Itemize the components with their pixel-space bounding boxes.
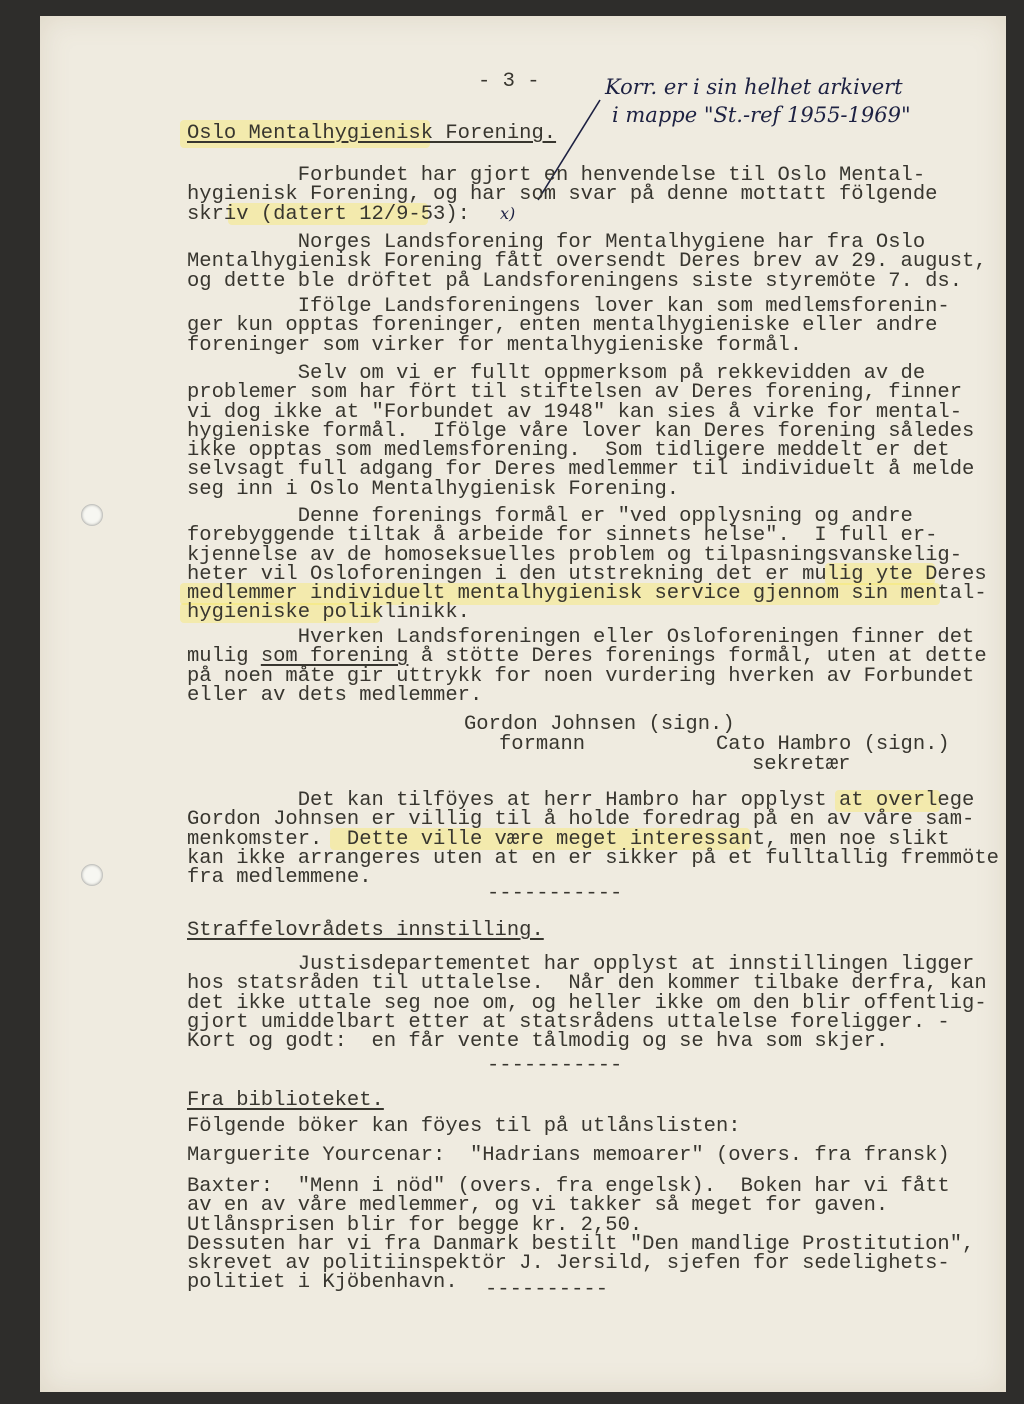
divider: ----------- bbox=[487, 1054, 623, 1077]
signature-role: sekretær bbox=[752, 753, 851, 776]
text: mulig bbox=[187, 645, 261, 669]
text-line: Hverken Landsforeningen eller Osloforeningen finner det bbox=[187, 626, 975, 649]
text-line: vi dog ikke at "Forbundet av 1948" kan sies å virke for mental- bbox=[187, 400, 963, 424]
text-line: Fölgende böker kan föyes til på utlånslisten: bbox=[187, 1115, 741, 1138]
signature-name: Cato Hambro (sign.) bbox=[716, 733, 950, 756]
handwritten-mark: x) bbox=[500, 204, 516, 223]
paragraph bbox=[187, 507, 987, 623]
paragraph bbox=[187, 789, 999, 890]
text-line: foreninger som virker for mentalhygieniske formål. bbox=[187, 333, 803, 357]
text-line: Utlånsprisen blir for begge kr. 2,50. bbox=[187, 1213, 643, 1237]
divider: ---------- bbox=[485, 1278, 609, 1301]
text-line: heter vil Osloforeningen i den utstrekning det er mulig yte Deres bbox=[187, 562, 987, 586]
text-line: Mentalhygienisk Forening fått oversendt Deres brev av 29. august, bbox=[187, 250, 987, 274]
text-line: ikke opptas som medlemsforening. Som tidligere meddelt er det bbox=[187, 439, 950, 463]
text-line: skriv (datert 12/9-53): bbox=[187, 202, 470, 226]
paragraph bbox=[187, 364, 974, 499]
paragraph bbox=[187, 1177, 974, 1293]
text-line: og dette ble dröftet på Landsforeningens siste styremöte 7. ds. bbox=[187, 269, 963, 293]
text-line: hygieniske poliklinikk. bbox=[187, 601, 470, 625]
text-line: Forbundet har gjort en henvendelse til Oslo Mental- bbox=[187, 164, 926, 187]
text-line: menkomster. Dette ville være meget interessant, men noe slikt bbox=[187, 827, 950, 851]
paragraph bbox=[187, 953, 987, 1054]
book-entry: Marguerite Yourcenar: "Hadrians memoarer" (overs. fra fransk) bbox=[187, 1144, 950, 1167]
signature-role: formann bbox=[499, 733, 586, 756]
text-line: Ifölge Landsforeningens lover kan som medlemsforenin- bbox=[187, 295, 950, 318]
text-line: kan ikke arrangeres uten at en er sikker på et fulltallig fremmöte bbox=[187, 846, 999, 870]
text-line: Selv om vi er fullt oppmerksom på rekkevidden av de bbox=[187, 362, 926, 385]
text-line: hos statsråden til uttalelse. Når den kommer tilbake derfra, kan bbox=[187, 972, 987, 996]
paragraph bbox=[187, 233, 987, 291]
text-line: problemer som har fört til stiftelsen av Deres forening, finner bbox=[187, 381, 963, 405]
punch-hole bbox=[81, 864, 103, 886]
text-line: eller av dets medlemmer. bbox=[187, 683, 483, 707]
paragraph bbox=[187, 297, 950, 355]
text-line: Gordon Johnsen er villig til å holde foredrag på en av våre sam- bbox=[187, 808, 975, 832]
handwritten-note-line2: i mappe "St.-ref 1955-1969" bbox=[612, 103, 911, 127]
text-line: skrevet av politiinspektör J. Jersild, sjefen for sedelighets- bbox=[187, 1252, 950, 1276]
text-line: Det kan tilföyes at herr Hambro har opplyst at overlege bbox=[187, 789, 975, 812]
text-line: Norges Landsforening for Mentalhygiene har fra Oslo bbox=[187, 231, 926, 254]
text-line: forebyggende tiltak å arbeide for sinnets helse". I full er- bbox=[187, 524, 938, 548]
text-line: ger kun opptas foreninger, enten mentalhygieniske eller andre bbox=[187, 314, 938, 338]
text-line: på noen måte gir uttrykk for noen vurdering hverken av Forbundet bbox=[187, 664, 975, 688]
divider: ----------- bbox=[487, 882, 623, 905]
text-lines bbox=[187, 664, 975, 707]
text-line: politiet i Kjöbenhavn. bbox=[187, 1271, 458, 1295]
page-number: - 3 - bbox=[478, 70, 540, 93]
section-heading: Straffelovrådets innstilling. bbox=[187, 919, 544, 942]
text-line: hygieniske formål. Ifölge våre lover kan Deres forening således bbox=[187, 419, 975, 443]
text-line bbox=[187, 645, 987, 669]
text-line: kjennelse av de homoseksuelles problem og tilpasningsvanskelig- bbox=[187, 543, 963, 567]
text-line: medlemmer individuelt mentalhygienisk service gjennom sin mental- bbox=[187, 582, 987, 606]
paragraph bbox=[187, 166, 937, 224]
text-line: av en av våre medlemmer, og vi takker så meget for gaven. bbox=[187, 1194, 889, 1218]
text-line: det ikke uttale seg noe om, og heller ikke om den blir offentlig- bbox=[187, 991, 987, 1015]
text-line: hygienisk Forening, og har som svar på denne mottatt fölgende bbox=[187, 183, 938, 207]
text-line: Dessuten har vi fra Danmark bestilt "Den mandlige Prostitution", bbox=[187, 1232, 975, 1256]
text-line: Baxter: "Menn i nöd" (overs. fra engelsk). Boken har vi fått bbox=[187, 1175, 950, 1198]
section-heading: Fra biblioteket. bbox=[187, 1089, 384, 1112]
text-line: selvsagt full adgang for Deres medlemmer til individuelt å melde bbox=[187, 458, 975, 482]
handwritten-note-line1: Korr. er i sin helhet arkivert bbox=[605, 75, 903, 99]
paragraph bbox=[187, 628, 987, 705]
text-line: Kort og godt: en får vente tålmodig og se hva som skjer. bbox=[187, 1030, 889, 1054]
text-line: fra medlemmene. bbox=[187, 866, 372, 890]
text: å stötte Deres forenings formål, uten at dette bbox=[408, 645, 987, 669]
text-line: Denne forenings formål er "ved opplysning og andre bbox=[187, 505, 913, 528]
underlined-text: som forening bbox=[260, 645, 409, 669]
punch-hole bbox=[81, 504, 103, 526]
section-heading: Oslo Mentalhygienisk Forening. bbox=[187, 122, 557, 145]
text-line: Justisdepartementet har opplyst at innstillingen ligger bbox=[187, 953, 975, 976]
text-line: gjort umiddelbart etter at statsrådens uttalelse foreligger. - bbox=[187, 1010, 950, 1034]
signature-name: Gordon Johnsen (sign.) bbox=[464, 713, 735, 736]
text-line: seg inn i Oslo Mentalhygienisk Forening. bbox=[187, 477, 680, 501]
